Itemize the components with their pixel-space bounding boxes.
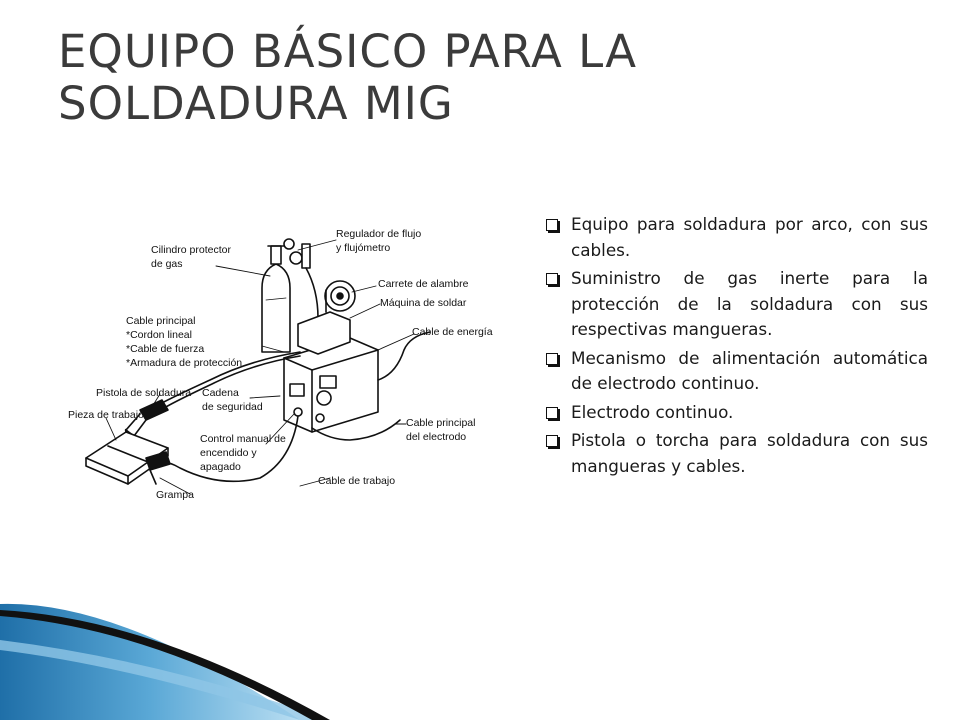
bullet-text: Equipo para soldadura por arco, con sus cables. (571, 214, 928, 260)
bullet-text: Suministro de gas inerte para la protección de la soldadura con sus respectivas mangueras. (571, 268, 928, 339)
label-cable-electrodo-line-1: Cable principal (406, 417, 476, 429)
slide-title-line-1: EQUIPO BÁSICO PARA LA (58, 25, 638, 78)
label-cilindro-line-1: Cilindro protector (151, 244, 231, 256)
label-cordon: *Cordon lineal (126, 329, 192, 341)
bullet-text: Pistola o torcha para soldadura con sus mangueras y cables. (571, 430, 928, 476)
bullet-text: Mecanismo de alimentación automática de electrodo continuo. (571, 347, 928, 393)
label-cable-electrodo-line-2: del electrodo (406, 431, 467, 443)
label-cadena-line-1: Cadena (202, 387, 239, 399)
label-pistola: Pistola de soldadura (96, 387, 192, 399)
label-carrete: Carrete de alambre (378, 278, 469, 290)
label-control-line-2: encendido y (200, 447, 257, 459)
label-pieza: Pieza de trabajo (68, 409, 144, 421)
label-armadura: *Armadura de protección (126, 357, 243, 369)
label-grampa: Grampa (156, 489, 194, 501)
label-regulador-line-1: Regulador de flujo (336, 228, 422, 240)
label-cable-energia: Cable de energía (412, 326, 493, 338)
label-cable-fuerza: *Cable de fuerza (126, 343, 205, 355)
slide-title-line-2: SOLDADURA MIG (58, 77, 454, 130)
label-maquina: Máquina de soldar (380, 297, 467, 309)
label-control-line-3: apagado (200, 461, 241, 473)
label-cilindro-line-2: de gas (151, 258, 183, 270)
bullet-text: Electrodo continuo. (571, 401, 734, 422)
label-regulador-line-2: y flujómetro (336, 242, 391, 254)
label-cable-principal: Cable principal (126, 315, 196, 327)
label-cable-trabajo: Cable de trabajo (318, 475, 396, 487)
label-cadena-line-2: de seguridad (202, 401, 263, 413)
label-control-line-1: Control manual de (200, 433, 286, 445)
